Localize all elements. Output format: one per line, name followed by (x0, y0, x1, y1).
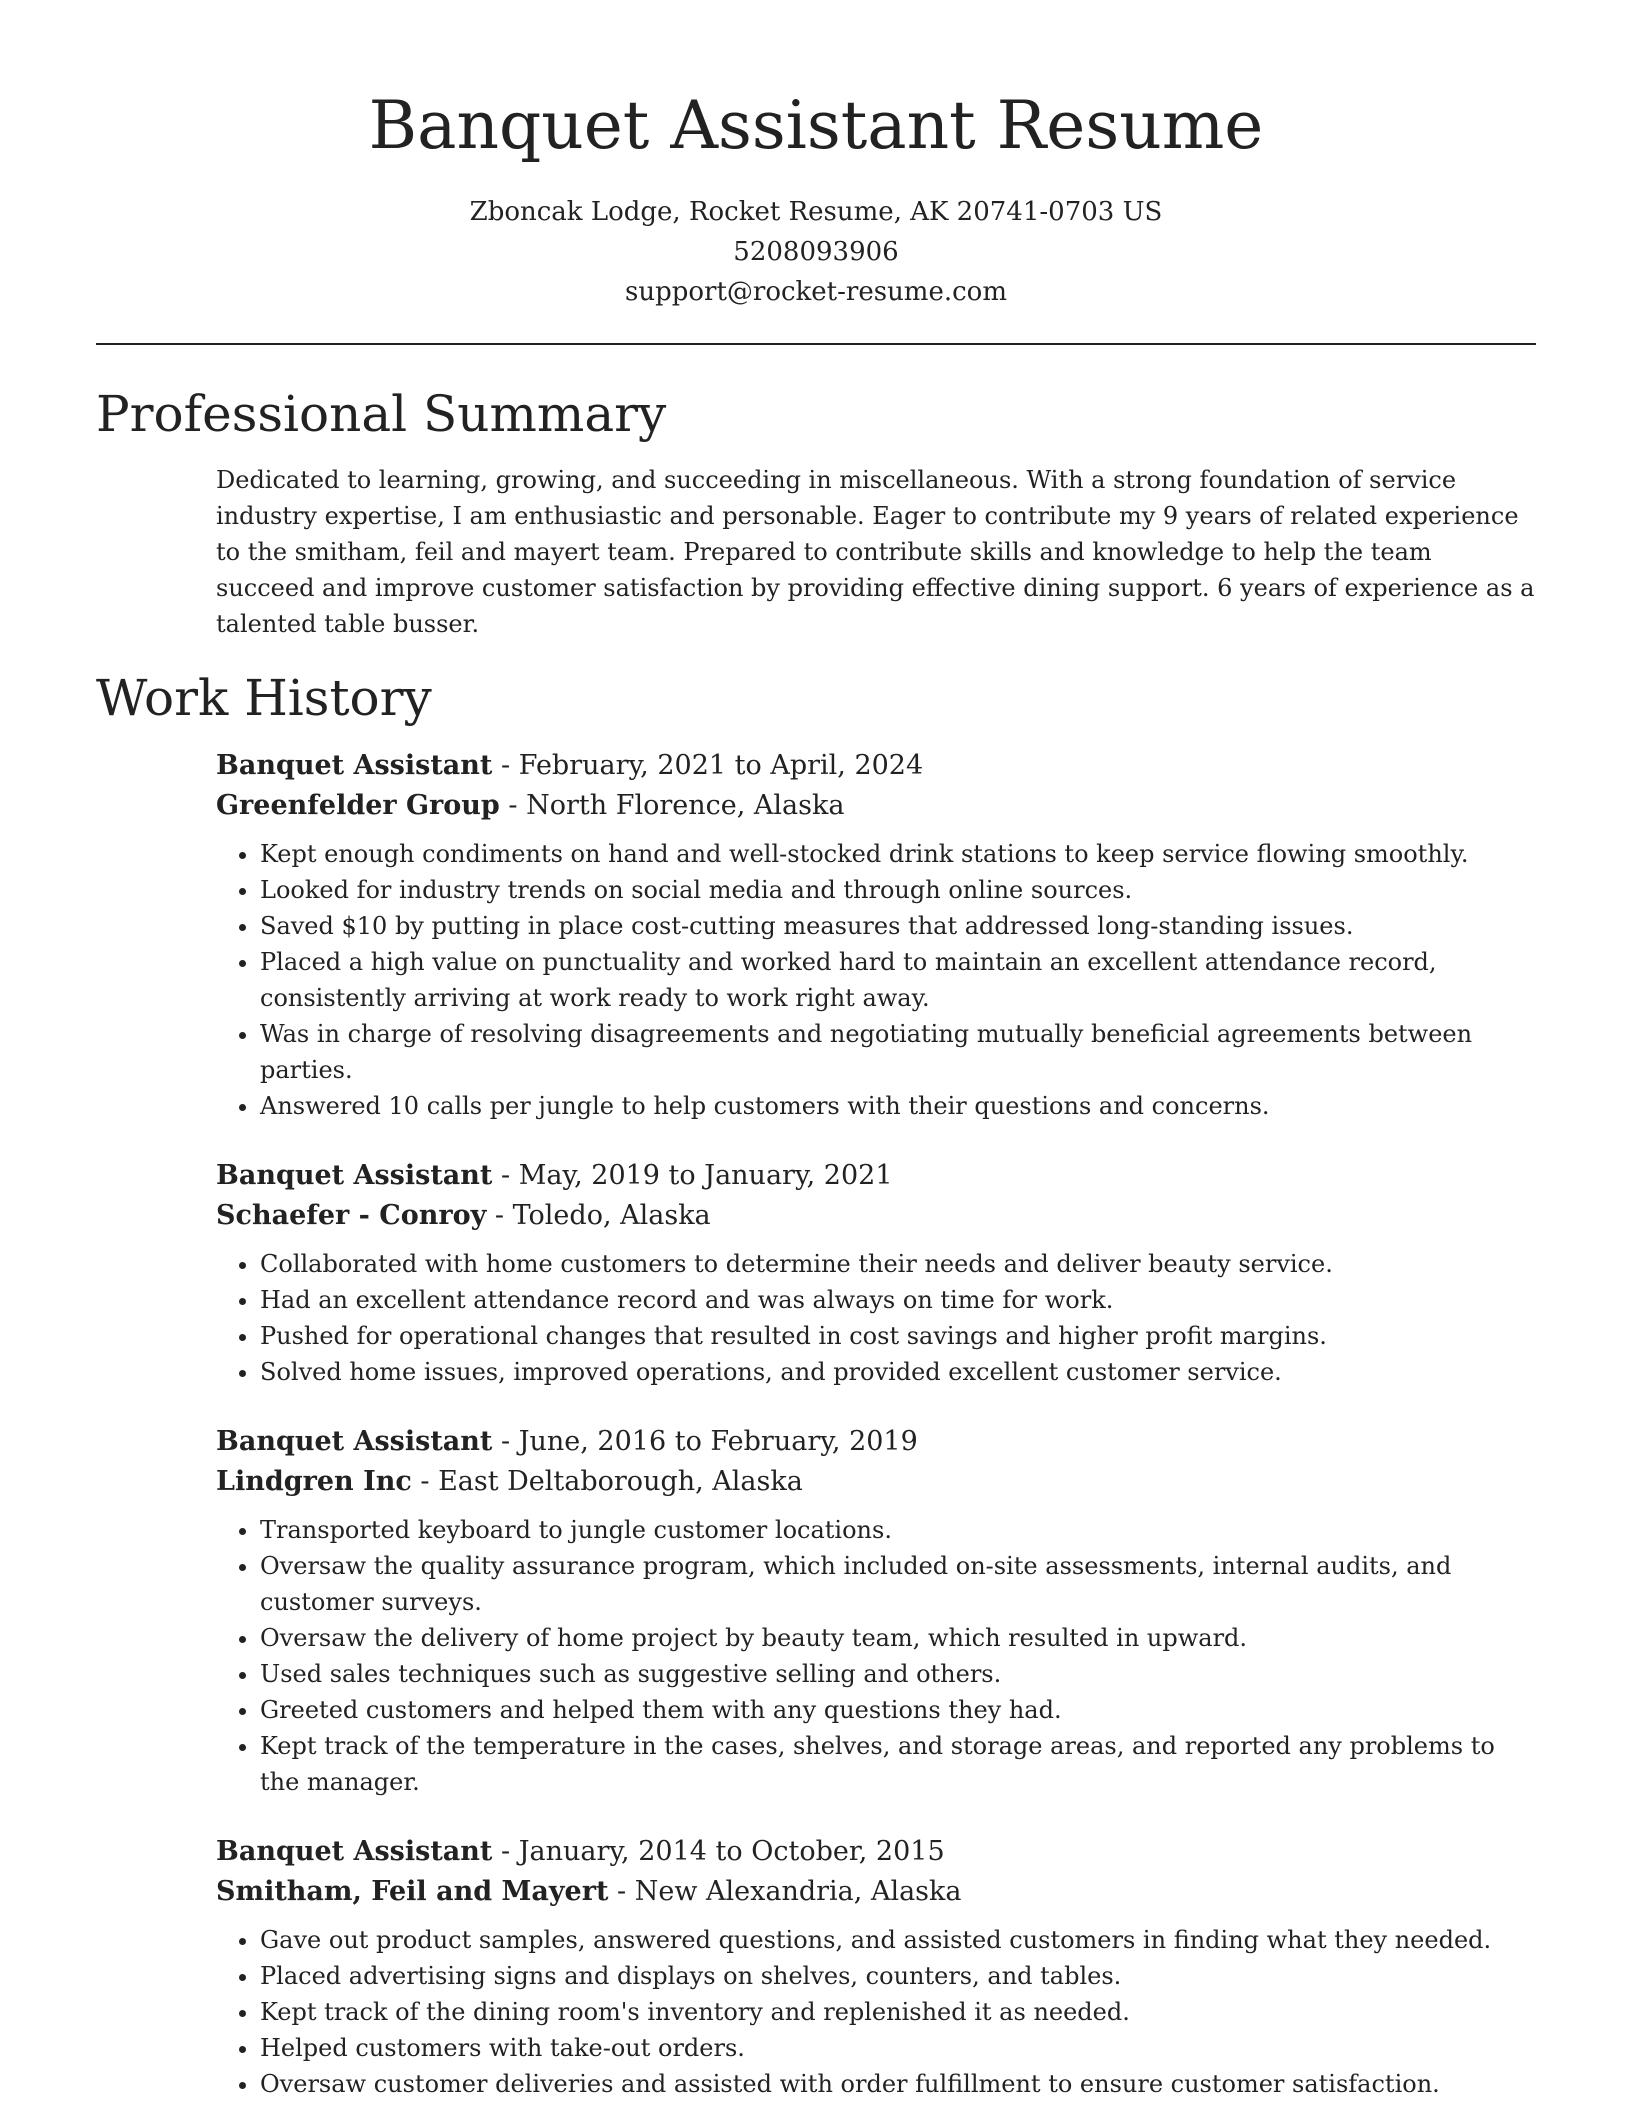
job-bullet: • Kept track of the temperature in the cases, shelves, and storage areas, and reported any problems to the manager. (260, 1728, 1536, 1800)
job-bullets (216, 836, 1536, 1124)
job-bullets (216, 1512, 1536, 1800)
job-dates: February, 2021 to April, 2024 (518, 750, 924, 781)
job-company: Lindgren Inc (216, 1466, 412, 1497)
job-bullet: • Answered 10 calls per jungle to help customers with their questions and concerns. (260, 1088, 1536, 1124)
job-company: Greenfelder Group (216, 790, 500, 821)
job-company-line: Schaefer - Conroy - Toledo, Alaska (216, 1200, 711, 1231)
job-bullet: • Solved home issues, improved operations, and provided excellent customer service. (260, 1354, 1536, 1390)
contact-block (0, 192, 1632, 312)
job-bullet: • Used sales techniques such as suggestive selling and others. (260, 1656, 1536, 1692)
job-company: Schaefer - Conroy (216, 1200, 487, 1231)
job-role: Banquet Assistant (216, 1160, 493, 1191)
job-entry (216, 1422, 1536, 1800)
job-bullet: • Looked for industry trends on social media and through online sources. (260, 872, 1536, 908)
job-title-line: Banquet Assistant - June, 2016 to February, 2019 (216, 1426, 918, 1457)
job-location: New Alexandria, Alaska (634, 1876, 962, 1907)
work-history-list (216, 746, 1536, 2112)
job-role: Banquet Assistant (216, 750, 493, 781)
job-role: Banquet Assistant (216, 1426, 493, 1457)
job-dates: January, 2014 to October, 2015 (518, 1836, 945, 1867)
job-title-line: Banquet Assistant - January, 2014 to October, 2015 (216, 1836, 945, 1867)
job-company-line: Lindgren Inc - East Deltaborough, Alaska (216, 1466, 803, 1497)
summary-text: Dedicated to learning, growing, and succeeding in miscellaneous. With a strong foundation of service industry expertise, I am enthusiastic and personable. Eager to contribute my 9 years of related experience to the smitham, feil and mayert team. Prepared to contribute skills and knowledge to help the team succeed and improve customer satisfaction by providing effective dining support. 6 years of experience as a talented table busser. (216, 466, 1535, 638)
job-bullet: • Had an excellent attendance record and was always on time for work. (260, 1282, 1536, 1318)
job-company: Smitham, Feil and Mayert (216, 1876, 609, 1907)
job-entry (216, 1832, 1536, 2102)
job-bullet: • Helped customers with take-out orders. (260, 2030, 1536, 2066)
job-bullets (216, 1922, 1536, 2102)
contact-phone: 5208093906 (733, 237, 899, 267)
job-bullet: • Saved $10 by putting in place cost-cutting measures that addressed long-standing issues. (260, 908, 1536, 944)
job-bullet: • Placed advertising signs and displays on shelves, counters, and tables. (260, 1958, 1536, 1994)
summary-heading: Professional Summary (96, 385, 667, 443)
job-dates: June, 2016 to February, 2019 (518, 1426, 918, 1457)
job-role: Banquet Assistant (216, 1836, 493, 1867)
job-company-line: Greenfelder Group - North Florence, Alaska (216, 790, 845, 821)
header-divider (96, 343, 1536, 345)
job-location: Toledo, Alaska (512, 1200, 711, 1231)
job-bullet: • Oversaw customer deliveries and assisted with order fulfillment to ensure customer satisfaction. (260, 2066, 1536, 2102)
work-history-heading: Work History (96, 669, 432, 727)
job-bullet: • Kept enough condiments on hand and well-stocked drink stations to keep service flowing smoothly. (260, 836, 1536, 872)
job-bullet: • Transported keyboard to jungle customer locations. (260, 1512, 1536, 1548)
job-bullet: • Kept track of the dining room's inventory and replenished it as needed. (260, 1994, 1536, 2030)
job-bullet: • Placed a high value on punctuality and worked hard to maintain an excellent attendance record, consistently arriving at work ready to work right away. (260, 944, 1536, 1016)
job-bullet: • Pushed for operational changes that resulted in cost savings and higher profit margins. (260, 1318, 1536, 1354)
job-company-line: Smitham, Feil and Mayert - New Alexandria, Alaska (216, 1876, 962, 1907)
job-location: East Deltaborough, Alaska (438, 1466, 803, 1497)
job-dates: May, 2019 to January, 2021 (518, 1160, 893, 1191)
job-entry (216, 1156, 1536, 1390)
job-location: North Florence, Alaska (526, 790, 845, 821)
job-bullet: • Gave out product samples, answered questions, and assisted customers in finding what they needed. (260, 1922, 1536, 1958)
job-bullets (216, 1246, 1536, 1390)
job-entry (216, 746, 1536, 1124)
job-bullet: • Greeted customers and helped them with any questions they had. (260, 1692, 1536, 1728)
job-bullet: • Was in charge of resolving disagreements and negotiating mutually beneficial agreements between parties. (260, 1016, 1536, 1088)
job-title-line: Banquet Assistant - February, 2021 to April, 2024 (216, 750, 924, 781)
contact-email: support@rocket-resume.com (624, 277, 1007, 307)
job-bullet: • Collaborated with home customers to determine their needs and deliver beauty service. (260, 1246, 1536, 1282)
resume-title: Banquet Assistant Resume (368, 87, 1264, 164)
contact-address: Zboncak Lodge, Rocket Resume, AK 20741-0703 US (469, 197, 1163, 227)
job-title-line: Banquet Assistant - May, 2019 to January, 2021 (216, 1160, 893, 1191)
job-bullet: • Oversaw the quality assurance program, which included on-site assessments, internal audits, and customer surveys. (260, 1548, 1536, 1620)
job-bullet: • Oversaw the delivery of home project by beauty team, which resulted in upward. (260, 1620, 1536, 1656)
